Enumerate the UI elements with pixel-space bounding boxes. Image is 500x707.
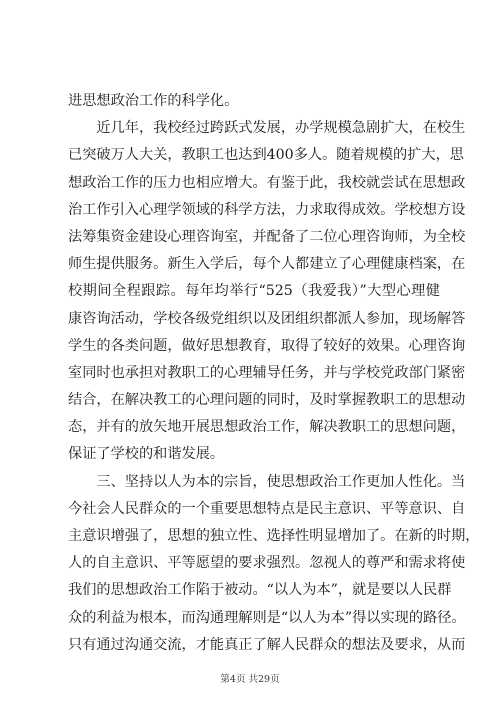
text-line: 只有通过沟通交流，才能真正了解人民群众的想法及要求，从而 <box>68 636 466 653</box>
text-line: 近几年，我校经过跨跃式发展，办学规模急剧扩大，在校生 <box>68 120 466 137</box>
text-line: 众的利益为根本，而沟通理解则是“以人为本”得以实现的路径。 <box>68 609 466 626</box>
text-line: 法筹集资金建设心理咨询室，并配备了二位心理咨询师，为全校 <box>68 228 466 245</box>
text-line: 保证了学校的和谐发展。 <box>68 446 225 463</box>
text-line: 人的自主意识、平等愿望的要求强烈。忽视人的尊严和需求将使 <box>68 555 466 572</box>
text-line: 已突破万人大关，教职工也达到400多人。随着规模的扩大，思 <box>68 147 464 164</box>
text-line: 今社会人民群众的一个重要思想特点是民主意识、平等意识、自 <box>68 500 466 517</box>
text-line: 室同时也承担对教职工的心理辅导任务，并与学校党政部门紧密 <box>68 364 466 381</box>
text-line: 三、坚持以人为本的宗旨，使思想政治工作更加人性化。当 <box>68 473 466 490</box>
text-line: 结合，在解决教工的心理问题的同时，及时掌握教职工的思想动 <box>68 392 466 409</box>
text-line: 进思想政治工作的科学化。 <box>68 93 239 109</box>
text-line: 想政治工作的压力也相应增大。有鉴于此，我校就尝试在思想政 <box>68 174 466 191</box>
page-number-footer: 第4页 共29页 <box>220 674 280 685</box>
text-line: 校期间全程跟踪。每年均举行“525（我爱我）”大型心理健 <box>68 283 440 300</box>
text-line: 治工作引入心理学领域的科学方法，力求取得成效。学校想方设 <box>68 201 466 218</box>
text-line: 师生提供服务。新生入学后，每个人都建立了心理健康档案，在 <box>68 256 466 273</box>
text-line: 主意识增强了，思想的独立性、选择性明显增加了。在新的时期， <box>68 528 480 544</box>
document-body <box>68 88 480 659</box>
text-line: 康咨询活动，学校各级党组织以及团组织都派人参加，现场解答 <box>68 310 466 327</box>
text-line: 学生的各类问题，做好思想教育，取得了较好的效果。心理咨询 <box>68 337 466 354</box>
text-line: 态，并有的放矢地开展思想政治工作，解决教职工的思想问题， <box>68 419 466 436</box>
text-line: 我们的思想政治工作陷于被动。“以人为本”，就是要以人民群 <box>68 582 452 599</box>
